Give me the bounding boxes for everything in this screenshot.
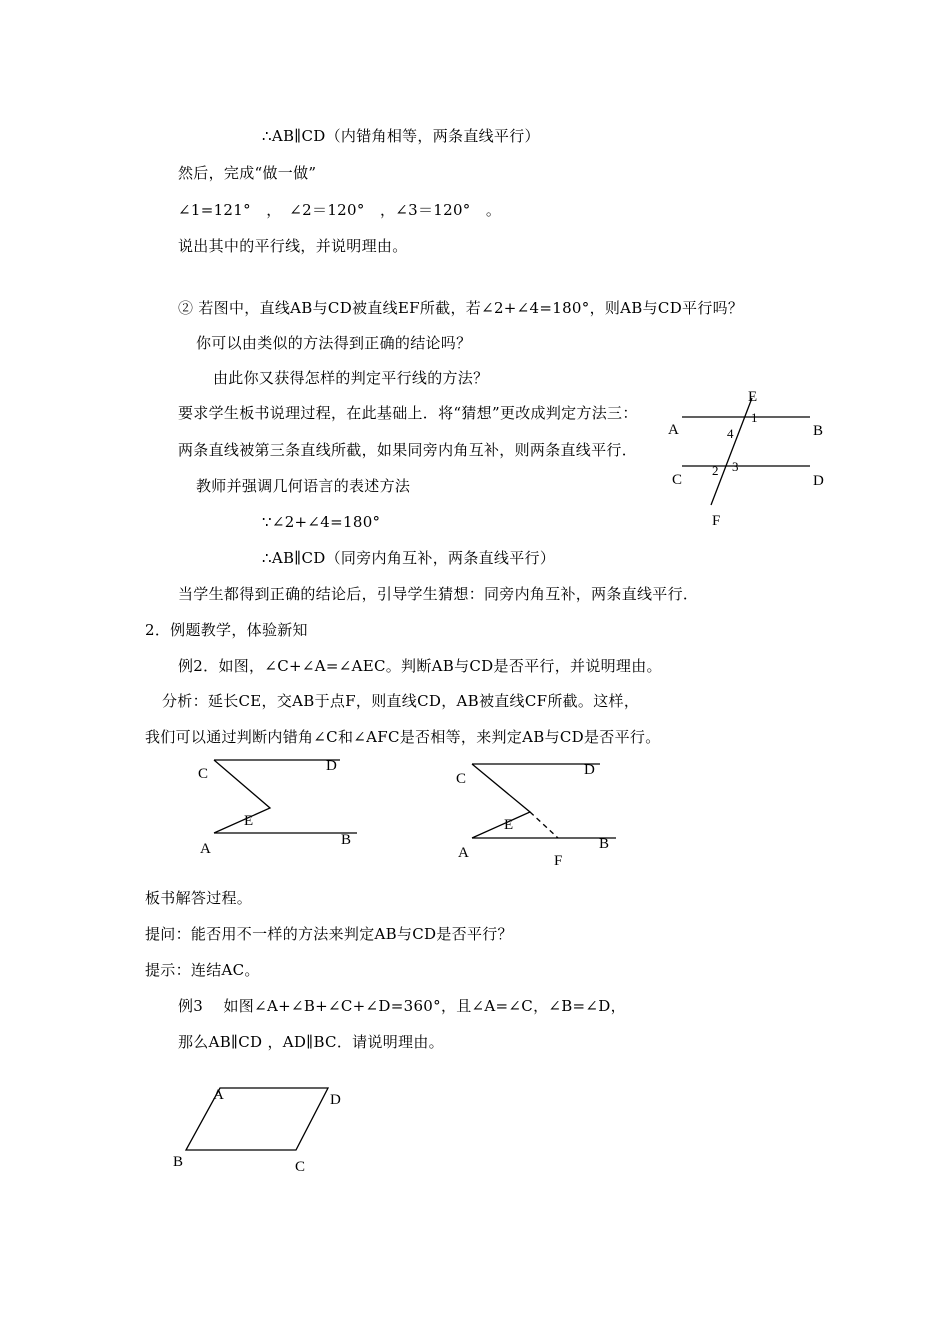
label-c: C <box>672 472 683 488</box>
text-line-12: ∴AB∥CD（同旁内角互补，两条直线平行） <box>262 549 556 567</box>
text-line-6: 你可以由类似的方法得到正确的结论吗？ <box>196 334 472 352</box>
label-b: B <box>341 832 352 848</box>
text-line-10: 教师并强调几何语言的表述方法 <box>196 477 411 495</box>
label-e: E <box>244 813 254 829</box>
label-d: D <box>326 758 337 774</box>
text-line-21: 例3 如图∠A+∠B+∠C+∠D=360°，且∠A=∠C，∠B=∠D， <box>178 997 626 1015</box>
label-a: A <box>213 1087 224 1103</box>
parallelogram-abcd <box>186 1088 328 1150</box>
text-line-16: 分析：延长CE，交AB于点F，则直线CD，AB被直线CF所截。这样， <box>162 692 640 710</box>
label-b: B <box>599 836 610 852</box>
label-d: D <box>584 762 595 778</box>
text-line-1: ∴AB∥CD（内错角相等，两条直线平行） <box>262 127 540 145</box>
text-line-8: 要求学生板书说理过程，在此基础上．将“猜想”更改成判定方法三： <box>178 404 638 422</box>
angle-label-1: 1 <box>751 410 758 425</box>
label-f: F <box>712 513 721 529</box>
angle-label-3: 3 <box>732 459 739 474</box>
text-line-2: 然后，完成“做一做” <box>178 164 317 182</box>
text-line-22: 那么AB∥CD ，AD∥BC．请说明理由。 <box>178 1033 444 1051</box>
label-a: A <box>668 422 679 438</box>
text-line-14: 2．例题教学，体验新知 <box>145 621 308 639</box>
text-line-17: 我们可以通过判断内错角∠C和∠AFC是否相等，来判定AB与CD是否平行。 <box>145 728 661 746</box>
text-line-3: ∠1=121° ， ∠2＝120° ，∠3＝120° 。 <box>178 201 502 219</box>
text-line-15: 例2．如图，∠C+∠A=∠AEC。判断AB与CD是否平行，并说明理由。 <box>178 657 662 675</box>
text-line-19: 提问：能否用不一样的方法来判定AB与CD是否平行？ <box>145 925 513 943</box>
text-line-5: ② 若图中，直线AB与CD被直线EF所截，若∠2+∠4=180°，则AB与CD平行吗？ <box>178 299 744 317</box>
label-a: A <box>458 845 469 861</box>
label-d: D <box>813 473 824 489</box>
text-line-13: 当学生都得到正确的结论后，引导学生猜想：同旁内角互补，两条直线平行． <box>178 585 699 603</box>
label-b: B <box>813 423 824 439</box>
label-c: C <box>198 766 209 782</box>
label-d: D <box>330 1092 341 1108</box>
text-line-18: 板书解答过程。 <box>145 889 253 907</box>
label-f: F <box>554 853 563 869</box>
text-line-4: 说出其中的平行线，并说明理由。 <box>178 237 408 255</box>
label-c: C <box>295 1159 306 1175</box>
angle-label-4: 4 <box>727 426 734 441</box>
label-a: A <box>200 841 211 857</box>
angle-label-2: 2 <box>712 463 719 478</box>
text-line-11: ∵∠2+∠4=180° <box>262 513 381 531</box>
label-c: C <box>456 771 467 787</box>
label-e: E <box>748 389 758 405</box>
text-line-7: 由此你又获得怎样的判定平行线的方法？ <box>213 369 489 387</box>
text-line-20: 提示：连结AC。 <box>145 961 260 979</box>
text-line-9: 两条直线被第三条直线所截，如果同旁内角互补，则两条直线平行． <box>178 441 638 459</box>
label-e: E <box>504 817 514 833</box>
label-b: B <box>173 1154 184 1170</box>
